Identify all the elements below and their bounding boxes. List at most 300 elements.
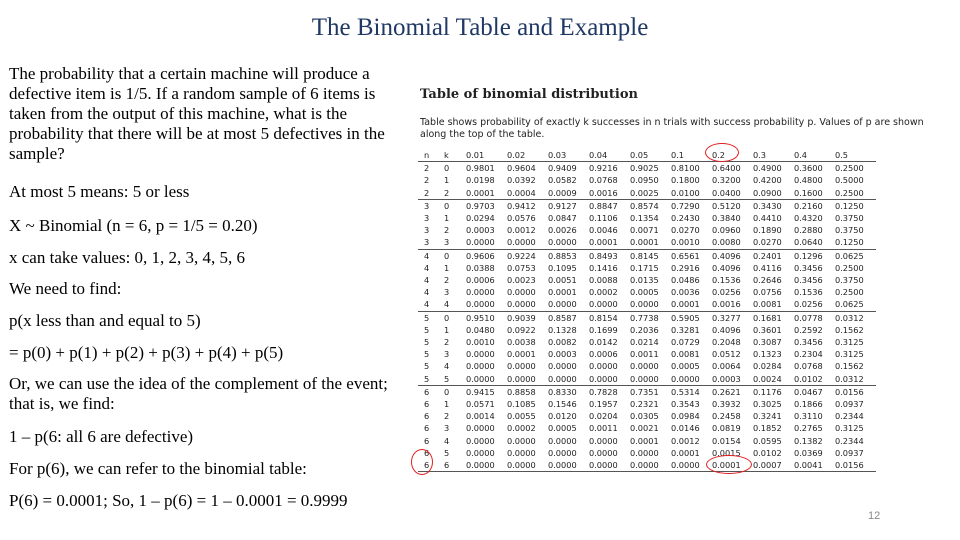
table-cell: 0 bbox=[444, 386, 450, 397]
table-cell: 0.0467 bbox=[794, 386, 823, 397]
table-row bbox=[418, 410, 876, 422]
table-cell: 0.0625 bbox=[835, 250, 864, 261]
table-cell: 0.1250 bbox=[835, 200, 864, 211]
table-cell: 0.0000 bbox=[466, 447, 495, 458]
table-cell: 0.4800 bbox=[794, 175, 823, 186]
table-cell: 0.2916 bbox=[671, 262, 700, 273]
table-cell: 0.2160 bbox=[794, 200, 823, 211]
table-row bbox=[418, 199, 876, 212]
table-cell: 0.4900 bbox=[753, 163, 782, 174]
table-cell: 0.4410 bbox=[753, 213, 782, 224]
table-row bbox=[418, 422, 876, 434]
table-cell: 0.1562 bbox=[835, 361, 864, 372]
table-cell: 0.0512 bbox=[712, 349, 741, 360]
table-cell: 0.2344 bbox=[835, 411, 864, 422]
table-cell: 0.0256 bbox=[712, 287, 741, 298]
table-cell: 0.0081 bbox=[753, 298, 794, 311]
table-cell: 0.0000 bbox=[548, 236, 589, 249]
table-header-row bbox=[418, 149, 876, 162]
table-cell: 0.0204 bbox=[589, 411, 618, 422]
table-cell: 0.1328 bbox=[548, 324, 577, 335]
table-cell: 0.2646 bbox=[753, 275, 782, 286]
table-cell: 0.9409 bbox=[548, 163, 577, 174]
table-cell: 0.2500 bbox=[835, 287, 864, 298]
table-cell: 0.0000 bbox=[548, 435, 577, 446]
table-cell: 0.1890 bbox=[753, 225, 782, 236]
table-cell: 0.2500 bbox=[835, 262, 864, 273]
table-cell: 0.3600 bbox=[794, 163, 823, 174]
table-cell: 0.0284 bbox=[753, 361, 782, 372]
table-cell: 0.9127 bbox=[548, 200, 577, 211]
table-cell: 2 bbox=[444, 187, 466, 200]
table-cell: 0.0847 bbox=[548, 213, 577, 224]
table-cell: 0.2321 bbox=[630, 399, 659, 410]
table-row bbox=[418, 447, 876, 459]
table-header-cell: 0.4 bbox=[794, 149, 835, 162]
table-cell: 6 bbox=[424, 411, 430, 422]
table-cell: 0.1562 bbox=[835, 324, 864, 335]
page-number: 12 bbox=[868, 510, 881, 522]
table-cell: 0 bbox=[444, 200, 450, 211]
table-row bbox=[418, 435, 876, 447]
table-cell: 0 bbox=[444, 312, 450, 323]
table-cell: 2 bbox=[444, 225, 450, 236]
table-cell: 0.0000 bbox=[548, 459, 589, 472]
table-cell: 4 bbox=[444, 361, 450, 372]
table-cell: 0.1715 bbox=[630, 262, 659, 273]
table-row bbox=[418, 298, 876, 311]
table-cell: 0.1699 bbox=[589, 324, 618, 335]
table-cell: 0.0156 bbox=[835, 386, 864, 397]
table-cell: 0.0015 bbox=[712, 447, 741, 458]
table-cell: 0.0154 bbox=[712, 435, 741, 446]
table-header-cell: 0.1 bbox=[671, 149, 712, 162]
table-cell: 0.8587 bbox=[548, 312, 577, 323]
table-cell: 0.0000 bbox=[507, 459, 548, 472]
table-cell: 0.0000 bbox=[548, 298, 589, 311]
table-cell: 0.0000 bbox=[671, 459, 712, 472]
table-cell: 0.3932 bbox=[712, 399, 741, 410]
table-cell: 0.9039 bbox=[507, 312, 536, 323]
table-cell: 0.9801 bbox=[466, 163, 495, 174]
table-cell: 0.3087 bbox=[753, 337, 782, 348]
table-cell: 2 bbox=[424, 163, 430, 174]
table-cell: 0.3456 bbox=[794, 337, 823, 348]
table-cell: 0.0011 bbox=[630, 349, 659, 360]
table-cell: 0.5314 bbox=[671, 386, 700, 397]
table-row bbox=[418, 236, 876, 249]
table-cell: 0.1800 bbox=[671, 175, 700, 186]
table-header-cell: 0.2 bbox=[712, 149, 753, 162]
table-cell: 0.3125 bbox=[835, 349, 864, 360]
table-cell: 0.1296 bbox=[794, 250, 823, 261]
table-cell: 0.0001 bbox=[589, 236, 630, 249]
table-cell: 0.0002 bbox=[589, 287, 618, 298]
text-line-p-le-5: p(x less than and equal to 5) bbox=[9, 311, 201, 330]
table-cell: 0.0055 bbox=[507, 411, 536, 422]
table-cell: 0.3840 bbox=[712, 213, 741, 224]
table-cell: 0.0312 bbox=[835, 373, 876, 386]
table-cell: 0.6561 bbox=[671, 250, 700, 261]
table-cell: 0.0582 bbox=[548, 175, 577, 186]
table-cell: 0.2304 bbox=[794, 349, 823, 360]
table-cell: 0.8858 bbox=[507, 386, 536, 397]
table-cell: 0.0369 bbox=[794, 447, 823, 458]
table-cell: 5 bbox=[418, 373, 444, 386]
table-cell: 2 bbox=[444, 275, 450, 286]
table-cell: 0.0010 bbox=[671, 236, 712, 249]
table-cell: 0.0000 bbox=[507, 373, 548, 386]
table-cell: 0.0001 bbox=[466, 187, 507, 200]
table-cell: 3 bbox=[424, 225, 430, 236]
table-cell: 0.0000 bbox=[589, 435, 618, 446]
table-cell: 0.0082 bbox=[548, 337, 577, 348]
table-cell: 0.0000 bbox=[630, 459, 671, 472]
table-cell: 0.8145 bbox=[630, 250, 659, 261]
table-cell: 5 bbox=[444, 447, 450, 458]
table-cell: 0.7828 bbox=[589, 386, 618, 397]
table-cell: 0.0768 bbox=[589, 175, 618, 186]
text-line-complement: Or, we can use the idea of the complement of the event; that is, we find: bbox=[9, 374, 388, 413]
table-cell: 4 bbox=[444, 298, 466, 311]
table-cell: 0.9224 bbox=[507, 250, 536, 261]
table-cell: 0.0984 bbox=[671, 411, 700, 422]
table-cell: 0.0000 bbox=[466, 459, 507, 472]
table-cell: 0.0000 bbox=[589, 361, 618, 372]
table-cell: 0.0000 bbox=[507, 287, 536, 298]
table-cell: 1 bbox=[444, 399, 450, 410]
table-cell: 0.4320 bbox=[794, 213, 823, 224]
table-description: Table shows probability of exactly k successes in n trials with success probability p. Values of p are shown along the top of the table. bbox=[420, 117, 924, 140]
table-cell: 4 bbox=[424, 287, 430, 298]
table-cell: 0.1323 bbox=[753, 349, 782, 360]
table-cell: 0.3750 bbox=[835, 275, 864, 286]
table-cell: 0.0016 bbox=[589, 187, 630, 200]
table-cell: 0.0270 bbox=[753, 236, 794, 249]
table-cell: 0.1546 bbox=[548, 399, 577, 410]
table-cell: 0.0146 bbox=[671, 423, 700, 434]
table-cell: 0.0010 bbox=[466, 337, 495, 348]
table-cell: 0.1085 bbox=[507, 399, 536, 410]
table-cell: 0.0004 bbox=[507, 187, 548, 200]
table-cell: 0.3750 bbox=[835, 213, 864, 224]
table-cell: 0.0021 bbox=[630, 423, 659, 434]
table-cell: 6 bbox=[424, 435, 430, 446]
table-row bbox=[418, 224, 876, 236]
table-cell: 0.8330 bbox=[548, 386, 577, 397]
table-cell: 0.0038 bbox=[507, 337, 536, 348]
table-cell: 0.0729 bbox=[671, 337, 700, 348]
table-cell: 0.0950 bbox=[630, 175, 659, 186]
table-cell: 0.2048 bbox=[712, 337, 741, 348]
table-cell: 6 bbox=[424, 386, 430, 397]
table-cell: 0.0006 bbox=[466, 275, 495, 286]
table-cell: 0.0102 bbox=[753, 447, 782, 458]
table-cell: 0.0294 bbox=[466, 213, 495, 224]
table-cell: 0.2621 bbox=[712, 386, 741, 397]
table-cell: 0.3750 bbox=[835, 225, 864, 236]
problem-statement: The probability that a certain machine will produce a defective item is 1/5. If a random sample of 6 items is taken from the output of this machine, what is the probability that there will be at most 5 defectives in the sample? bbox=[9, 64, 385, 163]
table-row bbox=[418, 360, 876, 372]
table-cell: 0.0051 bbox=[548, 275, 577, 286]
table-cell: 0.0102 bbox=[794, 373, 835, 386]
table-row bbox=[418, 459, 876, 472]
table-cell: 0.0576 bbox=[507, 213, 536, 224]
table-cell: 0.0000 bbox=[589, 459, 630, 472]
table-cell: 0.4200 bbox=[753, 175, 782, 186]
table-cell: 0.0120 bbox=[548, 411, 577, 422]
table-cell: 0.9703 bbox=[466, 200, 495, 211]
table-cell: 0.0922 bbox=[507, 324, 536, 335]
table-cell: 0.0000 bbox=[466, 236, 507, 249]
table-cell: 0.0006 bbox=[589, 349, 618, 360]
table-cell: 0.8154 bbox=[589, 312, 618, 323]
table-cell: 0.0000 bbox=[548, 373, 589, 386]
table-cell: 0.5000 bbox=[835, 175, 864, 186]
table-cell: 0.1382 bbox=[794, 435, 823, 446]
text-line-refer-table: For p(6), we can refer to the binomial table: bbox=[9, 459, 307, 478]
table-title: Table of binomial distribution bbox=[420, 87, 638, 102]
table-cell: 0.0000 bbox=[507, 298, 548, 311]
table-cell: 0.0270 bbox=[671, 225, 700, 236]
table-cell: 0.9025 bbox=[630, 163, 659, 174]
table-cell: 0.0000 bbox=[466, 435, 495, 446]
table-header-cell: 0.3 bbox=[753, 149, 794, 162]
table-header-cell: n bbox=[418, 149, 444, 162]
table-cell: 0.0571 bbox=[466, 399, 495, 410]
table-cell: 0.1416 bbox=[589, 262, 618, 273]
table-cell: 0.9604 bbox=[507, 163, 536, 174]
table-cell: 0.0000 bbox=[507, 361, 536, 372]
table-cell: 0.8847 bbox=[589, 200, 618, 211]
table-cell: 0.0005 bbox=[548, 423, 577, 434]
table-cell: 2 bbox=[424, 175, 430, 186]
table-cell: 0.0041 bbox=[794, 459, 835, 472]
table-cell: 3 bbox=[444, 349, 450, 360]
table-cell: 0.0002 bbox=[507, 423, 536, 434]
text-line-distribution: X ~ Binomial (n = 6, p = 1/5 = 0.20) bbox=[9, 216, 258, 235]
table-cell: 2 bbox=[444, 337, 450, 348]
table-row bbox=[418, 324, 876, 336]
table-cell: 0.9412 bbox=[507, 200, 536, 211]
table-row bbox=[418, 262, 876, 274]
table-cell: 0 bbox=[444, 250, 450, 261]
table-cell: 5 bbox=[424, 324, 430, 335]
table-cell: 0.3430 bbox=[753, 200, 782, 211]
problem-text-block bbox=[9, 64, 414, 510]
table-cell: 0.0009 bbox=[548, 187, 589, 200]
table-cell: 4 bbox=[424, 275, 430, 286]
table-cell: 0.0778 bbox=[794, 312, 823, 323]
table-cell: 5 bbox=[444, 373, 466, 386]
table-cell: 3 bbox=[444, 287, 450, 298]
table-row bbox=[418, 187, 876, 200]
table-cell: 0.2430 bbox=[671, 213, 700, 224]
table-row bbox=[418, 311, 876, 324]
table-cell: 0.0625 bbox=[835, 298, 876, 311]
table-cell: 0.4096 bbox=[712, 250, 741, 261]
table-cell: 0.5120 bbox=[712, 200, 741, 211]
table-cell: 0.0000 bbox=[589, 373, 630, 386]
table-cell: 0.0486 bbox=[671, 275, 700, 286]
table-cell: 0.0000 bbox=[630, 373, 671, 386]
table-cell: 0.0003 bbox=[466, 225, 495, 236]
table-cell: 0.0001 bbox=[671, 447, 700, 458]
table-cell: 0.9606 bbox=[466, 250, 495, 261]
text-line-sum: = p(0) + p(1) + p(2) + p(3) + p(4) + p(5) bbox=[9, 343, 284, 362]
table-cell: 6 bbox=[424, 399, 430, 410]
table-cell: 0.0003 bbox=[712, 373, 753, 386]
table-cell: 0.0000 bbox=[466, 361, 495, 372]
table-header-cell: k bbox=[444, 149, 466, 162]
table-cell: 0.0000 bbox=[466, 298, 507, 311]
table-cell: 0.6400 bbox=[712, 163, 741, 174]
table-cell: 4 bbox=[418, 298, 444, 311]
table-cell: 0.0080 bbox=[712, 236, 753, 249]
table-cell: 0.1095 bbox=[548, 262, 577, 273]
table-cell: 0.2765 bbox=[794, 423, 823, 434]
table-cell: 0.0024 bbox=[753, 373, 794, 386]
table-cell: 3 bbox=[444, 423, 450, 434]
table-cell: 0.1354 bbox=[630, 213, 659, 224]
table-cell: 0.0819 bbox=[712, 423, 741, 434]
table-cell: 0.0011 bbox=[589, 423, 618, 434]
text-line-one-minus: 1 – p(6: all 6 are defective) bbox=[9, 427, 194, 446]
table-cell: 0.9216 bbox=[589, 163, 618, 174]
table-cell: 3 bbox=[444, 236, 466, 249]
table-cell: 0.5905 bbox=[671, 312, 700, 323]
table-cell: 1 bbox=[444, 262, 450, 273]
table-cell: 0.3456 bbox=[794, 262, 823, 273]
table-cell: 0.3456 bbox=[794, 275, 823, 286]
table-cell: 0.4096 bbox=[712, 324, 741, 335]
table-cell: 0.0000 bbox=[507, 236, 548, 249]
table-cell: 0.0937 bbox=[835, 447, 864, 458]
table-header-cell: 0.5 bbox=[835, 149, 876, 162]
table-cell: 0.0753 bbox=[507, 262, 536, 273]
binomial-table bbox=[418, 149, 876, 472]
table-cell: 0.0000 bbox=[630, 298, 671, 311]
table-cell: 2 bbox=[444, 411, 450, 422]
table-cell: 3 bbox=[418, 236, 444, 249]
table-cell: 0.4116 bbox=[753, 262, 782, 273]
table-cell: 0.1852 bbox=[753, 423, 782, 434]
table-row bbox=[418, 174, 876, 186]
table-cell: 0.2500 bbox=[835, 187, 876, 200]
table-row bbox=[418, 373, 876, 386]
table-cell: 5 bbox=[424, 312, 430, 323]
table-cell: 3 bbox=[424, 213, 430, 224]
table-cell: 0.0001 bbox=[671, 298, 712, 311]
table-cell: 0.8100 bbox=[671, 163, 700, 174]
table-cell: 0.0001 bbox=[507, 349, 536, 360]
table-cell: 0.0000 bbox=[466, 349, 495, 360]
table-cell: 0.3281 bbox=[671, 324, 700, 335]
table-cell: 0.0000 bbox=[548, 361, 577, 372]
table-cell: 0.0071 bbox=[630, 225, 659, 236]
table-cell: 0.2401 bbox=[753, 250, 782, 261]
table-cell: 0.1866 bbox=[794, 399, 823, 410]
table-cell: 6 bbox=[424, 423, 430, 434]
table-cell: 0.0000 bbox=[507, 447, 536, 458]
table-header-cell: 0.02 bbox=[507, 149, 548, 162]
table-cell: 0.0000 bbox=[589, 447, 618, 458]
table-cell: 0.0595 bbox=[753, 435, 782, 446]
table-cell: 0.3543 bbox=[671, 399, 700, 410]
table-cell: 0.0305 bbox=[630, 411, 659, 422]
table-cell: 0.0142 bbox=[589, 337, 618, 348]
table-cell: 0.0012 bbox=[507, 225, 536, 236]
table-cell: 0.3025 bbox=[753, 399, 782, 410]
table-cell: 5 bbox=[424, 361, 430, 372]
text-line-values: x can take values: 0, 1, 2, 3, 4, 5, 6 bbox=[9, 248, 246, 267]
table-cell: 0.0900 bbox=[753, 187, 794, 200]
table-cell: 0.3125 bbox=[835, 337, 864, 348]
table-body bbox=[418, 162, 876, 472]
table-row bbox=[418, 336, 876, 348]
table-cell: 0.0392 bbox=[507, 175, 536, 186]
table-cell: 0.1600 bbox=[794, 187, 835, 200]
table-cell: 0.0064 bbox=[712, 361, 741, 372]
table-row bbox=[418, 249, 876, 262]
table-cell: 0.0198 bbox=[466, 175, 495, 186]
highlight-circle-p-0-2 bbox=[705, 143, 739, 162]
table-row bbox=[418, 286, 876, 298]
table-cell: 0.1536 bbox=[794, 287, 823, 298]
table-cell: 0.1176 bbox=[753, 386, 782, 397]
table-cell: 0.0000 bbox=[630, 447, 659, 458]
text-line-at-most: At most 5 means: 5 or less bbox=[9, 182, 190, 201]
highlight-circle-p6-value bbox=[706, 455, 752, 474]
table-cell: 0.3601 bbox=[753, 324, 782, 335]
table-cell: 1 bbox=[444, 175, 450, 186]
table-cell: 0.8574 bbox=[630, 200, 659, 211]
table-cell: 4 bbox=[424, 250, 430, 261]
table-cell: 6 bbox=[418, 459, 444, 472]
table-cell: 0.0001 bbox=[630, 435, 659, 446]
table-cell: 0.0768 bbox=[794, 361, 823, 372]
table-cell: 0.2458 bbox=[712, 411, 741, 422]
binomial-table-image bbox=[418, 85, 958, 475]
table-cell: 0.9510 bbox=[466, 312, 495, 323]
table-cell: 0.0256 bbox=[794, 298, 835, 311]
table-cell: 0.0480 bbox=[466, 324, 495, 335]
table-row bbox=[418, 162, 876, 175]
table-cell: 0.2344 bbox=[835, 435, 864, 446]
table-cell: 0.0100 bbox=[671, 187, 712, 200]
table-cell: 0.0960 bbox=[712, 225, 741, 236]
table-cell: 0.0014 bbox=[466, 411, 495, 422]
table-header-cell: 0.01 bbox=[466, 149, 507, 162]
table-cell: 0.2500 bbox=[835, 163, 864, 174]
table-cell: 0.1250 bbox=[835, 236, 876, 249]
table-cell: 0.7351 bbox=[630, 386, 659, 397]
table-cell: 0.1681 bbox=[753, 312, 782, 323]
table-cell: 0.0012 bbox=[671, 435, 700, 446]
table-cell: 0.0001 bbox=[548, 287, 577, 298]
table-cell: 0 bbox=[444, 163, 450, 174]
table-cell: 6 bbox=[444, 459, 466, 472]
table-cell: 0.7290 bbox=[671, 200, 700, 211]
table-cell: 0.0000 bbox=[507, 435, 536, 446]
text-line-result: P(6) = 0.0001; So, 1 – p(6) = 1 – 0.0001 = 0.9999 bbox=[9, 491, 348, 510]
table-cell: 5 bbox=[424, 349, 430, 360]
table-cell: 5 bbox=[424, 337, 430, 348]
table-cell: 0.0000 bbox=[466, 423, 495, 434]
table-cell: 0.0135 bbox=[630, 275, 659, 286]
table-cell: 0.0003 bbox=[548, 349, 577, 360]
table-cell: 0.0005 bbox=[630, 287, 659, 298]
